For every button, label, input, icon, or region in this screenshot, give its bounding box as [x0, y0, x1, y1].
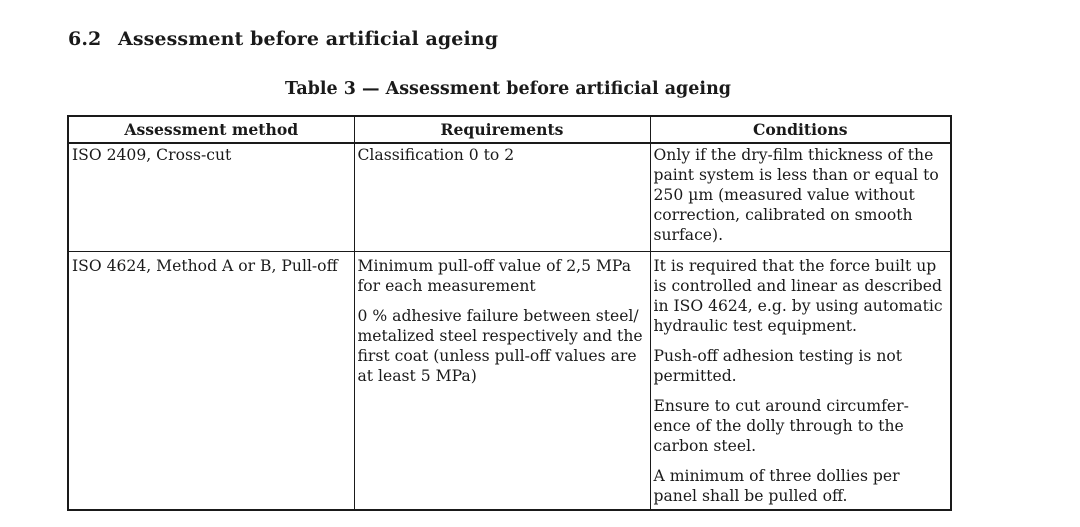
table-row — [68, 252, 951, 511]
cell-conditions — [650, 143, 951, 252]
method-text: ISO 4624, Method A or B, Pull-off — [72, 257, 338, 275]
assessment-table — [67, 115, 952, 511]
condition-text: Only if the dry-film thickness of the paint system is less than or equal to 250 µm (measured value without correction, calibrated on smooth surface). — [653, 146, 939, 244]
condition-text: Push-off adhesion testing is not permitted. — [653, 347, 903, 385]
header-assessment-method: Assessment method — [68, 116, 354, 143]
cell-conditions — [650, 252, 951, 511]
method-text: ISO 2409, Cross-cut — [72, 146, 232, 164]
header-requirements: Requirements — [354, 116, 650, 143]
table-title: Table 3 — Assessment before artificial ageing — [284, 79, 732, 99]
condition-text: It is required that the force built up is controlled and linear as described in ISO 4624, e.g. by using automatic hydraulic test equipment. — [653, 257, 943, 335]
requirement-text: Classification 0 to 2 — [357, 146, 515, 164]
requirement-text: 0 % adhesive failure between steel/ metalized steel respectively and the first coat (unless pull-off values are at least 5 MPa) — [357, 307, 643, 385]
section-number: 6.2 — [68, 28, 102, 50]
requirement-text: Minimum pull-off value of 2,5 MPa for each measurement — [357, 257, 631, 295]
cell-method — [68, 252, 354, 511]
section-title: Assessment before artificial ageing — [118, 28, 499, 50]
cell-requirements — [354, 252, 650, 511]
table-header-row — [68, 116, 951, 143]
section-heading — [68, 28, 498, 50]
cell-requirements — [354, 143, 650, 252]
cell-method — [68, 143, 354, 252]
condition-text: A minimum of three dollies per panel shall be pulled off. — [653, 467, 900, 505]
table-row — [68, 143, 951, 252]
condition-text: Ensure to cut around circumfer- ence of the dolly through to the carbon steel. — [653, 397, 909, 455]
header-conditions: Conditions — [650, 116, 951, 143]
